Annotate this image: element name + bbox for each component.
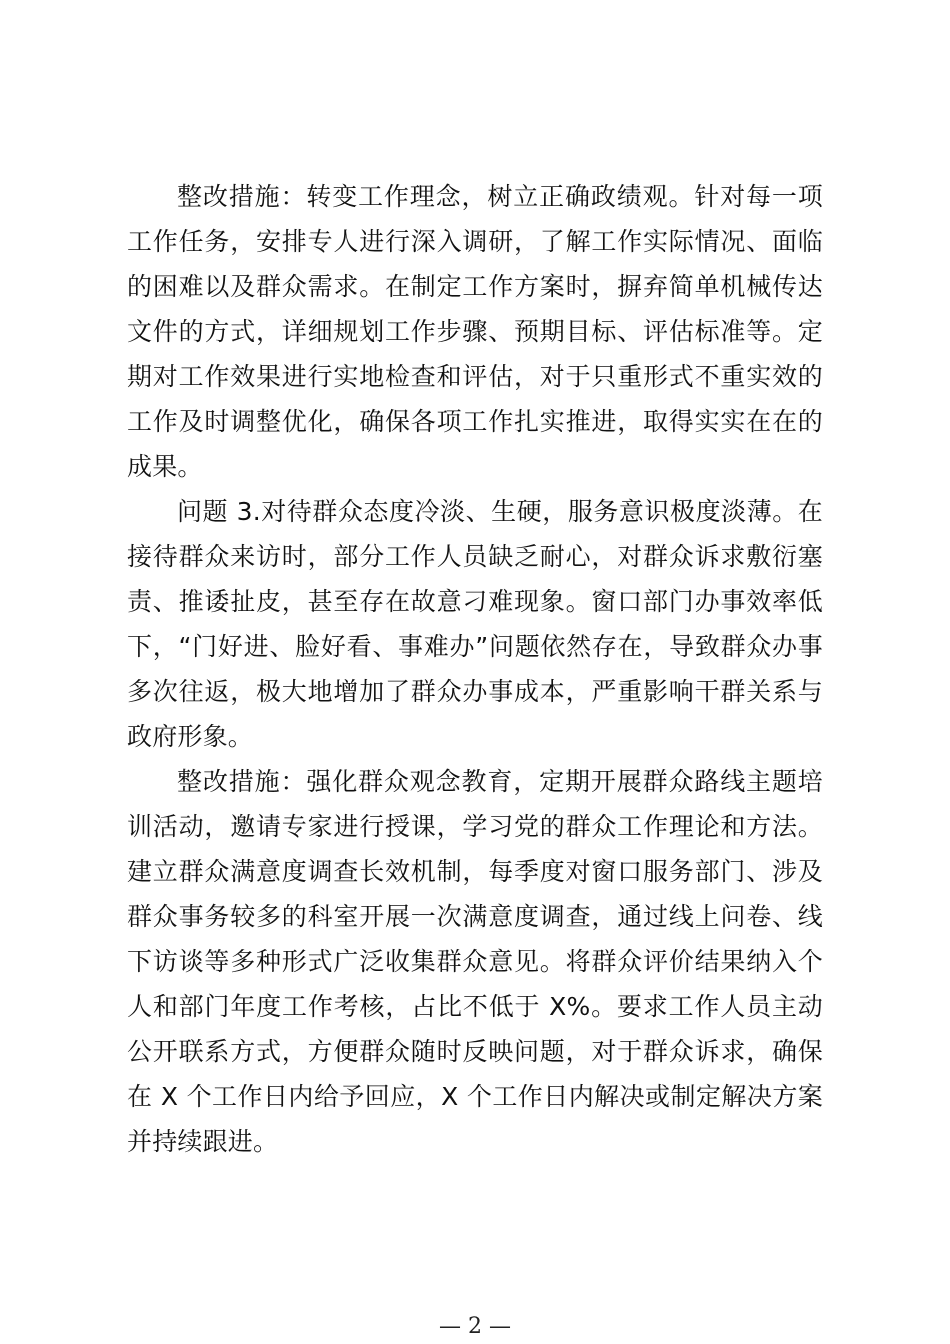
page-number: — 2 — [439,1314,511,1339]
paragraph-rectification-measures-2: 整改措施：强化群众观念教育，定期开展群众路线主题培训活动，邀请专家进行授课，学习党的群众工作理论和方法。建立群众满意度调查长效机制，每季度对窗口服务部门、涉及群众事务较多的科室开展一次满意度调查，通过线上问卷、线下访谈等多种形式广泛收集群众意见。将群众评价结果纳入个人和部门年度工作考核，占比不低于 X%。要求工作人员主动公开联系方式，方便群众随时反映问题，对于群众诉求，确保在 X 个工作日内给予回应，X 个工作日内解决或制定解决方案并持续跟进。 [127,767,823,1156]
paragraph-rectification-measures-1: 整改措施：转变工作理念，树立正确政绩观。针对每一项工作任务，安排专人进行深入调研，了解工作实际情况、面临的困难以及群众需求。在制定工作方案时，摒弃简单机械传达文件的方式，详细规划工作步骤、预期目标、评估标准等。定期对工作效果进行实地检查和评估，对于只重形式不重实效的工作及时调整优化，确保各项工作扎实推进，取得实实在在的成果。 [127,182,823,481]
document-body [127,174,823,1164]
paragraph-problem-3: 问题 3.对待群众态度冷淡、生硬，服务意识极度淡薄。在接待群众来访时，部分工作人员缺乏耐心，对群众诉求敷衍塞责、推诿扯皮，甚至存在故意刁难现象。窗口部门办事效率低下，“门好进、脸好看、事难办”问题依然存在，导致群众办事多次往返，极大地增加了群众办事成本，严重影响干群关系与政府形象。 [127,497,823,751]
